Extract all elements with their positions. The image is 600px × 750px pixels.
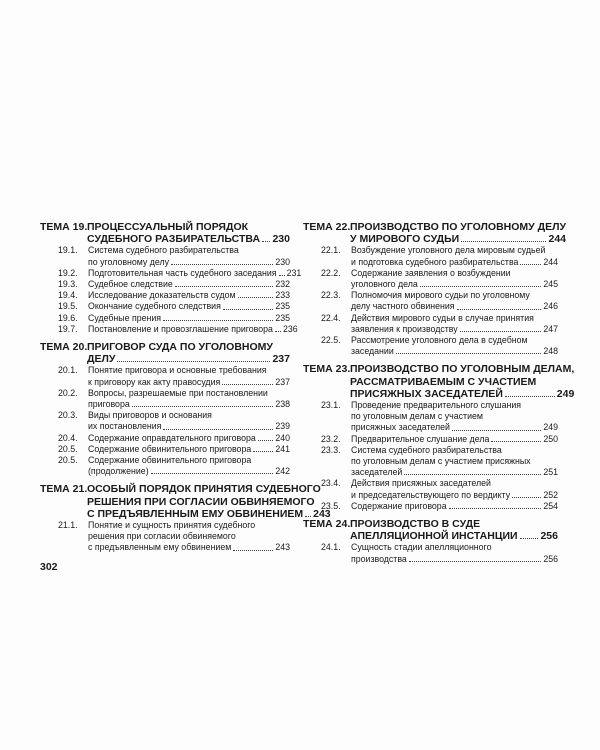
entry-number: 23.2. xyxy=(321,433,341,444)
dot-leader xyxy=(449,508,542,509)
toc-topic xyxy=(303,518,558,565)
dot-leader xyxy=(132,406,274,407)
entry-number: 24.1. xyxy=(321,542,341,553)
topic-title-line: РЕШЕНИЯ ПРИ СОГЛАСИИ ОБВИНЯЕМОГО xyxy=(87,495,315,508)
topic-heading xyxy=(303,518,558,542)
entry-title-line xyxy=(88,433,290,444)
entry-title-line xyxy=(88,444,290,455)
dot-leader xyxy=(171,264,273,265)
entry-number: 22.4. xyxy=(321,312,341,323)
entry-title-line: Полномочия мирового судьи по уголовному xyxy=(351,290,530,301)
entry-title xyxy=(351,268,558,290)
entry-title-text: к приговору как акту правосудия xyxy=(88,376,221,387)
dot-leader xyxy=(520,264,541,265)
entry-title-line xyxy=(351,501,558,512)
topic-page: 243 xyxy=(313,507,331,520)
entry-number: 21.1. xyxy=(58,520,78,531)
entry-title-line xyxy=(88,290,290,301)
entry-title xyxy=(351,245,558,267)
dot-leader xyxy=(238,297,274,298)
entry-title-line: Содержание обвинительного приговора xyxy=(88,455,252,466)
entry-page: 245 xyxy=(543,279,558,290)
entry-title xyxy=(88,365,290,387)
topic-title xyxy=(87,483,331,520)
entry-number: 22.3. xyxy=(321,290,341,301)
entry-title xyxy=(88,388,290,410)
topic-title-line: ПРОИЗВОДСТВО ПО УГОЛОВНЫМ ДЕЛАМ, xyxy=(350,363,575,376)
entry-title xyxy=(351,290,558,312)
topic-heading xyxy=(40,221,290,245)
dot-leader xyxy=(457,309,542,310)
entry-number: 20.5. xyxy=(58,443,78,454)
entry-page: 235 xyxy=(275,312,290,323)
entry-title-text: производства xyxy=(351,553,407,564)
entry-title-line xyxy=(88,466,290,477)
toc-entry xyxy=(40,267,302,279)
dot-leader xyxy=(151,473,274,474)
toc-topic xyxy=(303,363,575,512)
entry-title-line: Действия присяжных заседателей xyxy=(351,478,491,489)
toc-entry xyxy=(303,268,558,290)
entry-number: 20.2. xyxy=(58,387,78,398)
entry-number: 19.1. xyxy=(58,245,78,256)
topic-number: ТЕМА 22. xyxy=(303,221,351,233)
dot-leader xyxy=(420,286,542,287)
entry-number: 19.7. xyxy=(58,323,78,334)
topic-page: 244 xyxy=(548,233,567,246)
toc-entry xyxy=(40,323,298,335)
entry-page: 256 xyxy=(543,553,558,564)
entry-title xyxy=(351,445,558,479)
toc-entry xyxy=(40,388,290,410)
entry-title-line xyxy=(351,301,558,312)
entry-title xyxy=(88,410,290,432)
entry-title-text: Исследование доказательств судом xyxy=(88,290,236,301)
entry-title-line: Вопросы, разрешаемые при постановлении xyxy=(88,387,268,398)
entry-title-line xyxy=(351,324,558,335)
topic-title-line: ПРИГОВОР СУДА ПО УГОЛОВНОМУ xyxy=(87,341,273,354)
entry-title-line xyxy=(351,346,558,357)
toc-entry xyxy=(40,433,290,444)
toc-entry xyxy=(303,313,558,335)
entry-title xyxy=(88,245,290,267)
entry-title xyxy=(88,324,298,335)
entry-title-line: по уголовным делам с участием xyxy=(351,411,483,422)
dot-leader xyxy=(404,474,541,475)
dot-leader xyxy=(461,241,546,242)
entry-page: 231 xyxy=(286,267,302,278)
topic-title-line: РАССМАТРИВАЕМЫМ С УЧАСТИЕМ xyxy=(350,375,537,388)
topic-title-line xyxy=(350,233,566,245)
entry-number: 20.5. xyxy=(58,455,78,466)
toc-topic xyxy=(40,341,290,477)
dot-leader xyxy=(253,451,273,452)
dot-leader xyxy=(452,430,541,431)
topic-title-line xyxy=(350,530,558,542)
dot-leader xyxy=(505,396,555,397)
entry-page: 232 xyxy=(275,279,290,290)
entry-number: 19.2. xyxy=(58,267,78,278)
dot-leader xyxy=(223,309,273,310)
entry-title-line xyxy=(88,268,301,279)
entry-number: 19.4. xyxy=(58,290,78,301)
topic-title-line xyxy=(87,233,290,245)
entry-title xyxy=(351,434,558,445)
entry-page: 241 xyxy=(275,443,290,454)
dot-leader xyxy=(409,561,542,562)
toc-entry xyxy=(40,365,290,387)
entry-title xyxy=(351,501,558,512)
topic-heading xyxy=(303,221,567,246)
topic-heading xyxy=(303,363,575,400)
entry-title-text: по уголовному делу xyxy=(88,256,170,267)
entry-number: 23.3. xyxy=(321,444,341,455)
topic-title-text: АПЕЛЛЯЦИОННОЙ ИНСТАНЦИИ xyxy=(350,530,518,543)
page-number: 302 xyxy=(40,561,58,573)
dot-leader xyxy=(460,331,542,332)
entry-title-text: Судебные прения xyxy=(88,312,162,323)
dot-leader xyxy=(512,497,541,498)
entry-page: 233 xyxy=(275,290,290,301)
toc-topic xyxy=(40,221,302,335)
dot-leader xyxy=(262,241,270,242)
topic-number: ТЕМА 19. xyxy=(40,221,88,233)
topic-title-line: ПРОИЗВОДСТВО ПО УГОЛОВНОМУ ДЕЛУ xyxy=(350,221,567,233)
entry-title-line xyxy=(88,542,290,553)
entry-title-text: (продолжение) xyxy=(88,466,149,477)
entry-page: 254 xyxy=(543,500,558,511)
entry-title-line xyxy=(351,554,558,565)
dot-leader xyxy=(175,286,274,287)
entry-title-line xyxy=(351,434,558,445)
entry-page: 251 xyxy=(543,467,558,478)
entry-title-line: Понятие и сущность принятия судебного xyxy=(88,520,256,531)
toc-entry xyxy=(303,434,558,445)
toc-entry xyxy=(303,478,558,500)
entry-number: 22.1. xyxy=(321,245,341,256)
entry-title-line: Виды приговоров и основания xyxy=(88,410,212,421)
topic-page: 249 xyxy=(556,387,575,400)
dot-leader xyxy=(117,361,270,362)
entry-title xyxy=(88,444,290,455)
entry-page: 248 xyxy=(543,346,558,357)
entry-title-text: их постановления xyxy=(88,421,162,432)
entry-title-text: и председательствующего по вердикту xyxy=(351,489,511,500)
entry-title-line xyxy=(351,257,558,268)
toc-entry xyxy=(40,444,290,455)
entry-title-text: Содержание приговора xyxy=(351,500,447,511)
topic-number: ТЕМА 23. xyxy=(303,363,351,376)
entry-title xyxy=(351,542,558,564)
entry-page: 238 xyxy=(275,399,290,410)
toc-entry xyxy=(303,501,558,512)
entry-title xyxy=(88,279,290,290)
entry-title-line xyxy=(88,399,290,410)
entry-page: 247 xyxy=(543,323,558,334)
topic-title-line xyxy=(87,508,331,520)
toc-entry xyxy=(40,410,290,432)
topic-page: 256 xyxy=(540,530,558,543)
entry-number: 19.3. xyxy=(58,279,78,290)
entry-page: 252 xyxy=(543,489,558,500)
entry-title-line xyxy=(351,422,558,433)
entry-title xyxy=(351,335,558,357)
topic-title xyxy=(350,221,566,245)
entry-title xyxy=(88,313,290,324)
topic-number: ТЕМА 24. xyxy=(303,518,351,531)
topic-title-line: ПРОИЗВОДСТВО В СУДЕ xyxy=(350,518,481,531)
toc-entry xyxy=(40,455,290,477)
entry-number: 19.5. xyxy=(58,301,78,312)
toc-entry xyxy=(40,245,290,267)
entry-title-text: Содержание оправдательного приговора xyxy=(88,432,256,443)
entry-title-line: Содержание заявления о возбуждении xyxy=(351,267,511,278)
entry-title-text: заседании xyxy=(351,346,394,357)
entry-title xyxy=(351,478,558,500)
toc-entry xyxy=(303,542,558,564)
entry-title-text: Предварительное слушание дела xyxy=(351,433,490,444)
entry-title-line xyxy=(88,421,290,432)
entry-title-text: заседателей xyxy=(351,467,403,478)
entry-page: 235 xyxy=(275,301,290,312)
entry-title-text: Окончание судебного следствия xyxy=(88,301,221,312)
entry-title-line xyxy=(88,313,290,324)
entry-title xyxy=(88,290,290,301)
topic-title-line xyxy=(87,353,290,365)
topic-title-text: ПРИСЯЖНЫХ ЗАСЕДАТЕЛЕЙ xyxy=(350,387,503,400)
entry-number: 22.2. xyxy=(321,267,341,278)
toc-entry xyxy=(40,313,290,324)
entry-title-line xyxy=(351,490,558,501)
entry-title xyxy=(88,301,290,312)
toc-entry xyxy=(40,520,290,554)
entry-title-text: Подготовительная часть судебного заседания xyxy=(88,267,277,278)
entry-number: 23.5. xyxy=(321,500,341,511)
topic-page: 237 xyxy=(272,353,290,366)
entry-title-line xyxy=(351,279,558,290)
entry-number: 19.6. xyxy=(58,312,78,323)
entry-title-line xyxy=(88,377,290,388)
entry-title-text: заявления к производству xyxy=(351,323,458,334)
dot-leader xyxy=(279,275,285,276)
topic-title xyxy=(350,518,558,542)
toc-entry xyxy=(303,290,558,312)
entry-page: 244 xyxy=(543,256,558,267)
topic-page: 230 xyxy=(272,233,290,246)
entry-title xyxy=(88,520,290,554)
entry-title xyxy=(88,433,290,444)
topic-title xyxy=(87,341,290,365)
toc-entry xyxy=(303,400,558,434)
toc-entry xyxy=(303,245,558,267)
entry-title-text: Содержание обвинительного приговора xyxy=(88,443,252,454)
entry-title-text: присяжных заседателей xyxy=(351,422,450,433)
topic-title xyxy=(350,363,574,400)
topic-title xyxy=(87,221,290,245)
entry-title-line: Понятие приговора и основные требования xyxy=(88,365,267,376)
topic-heading xyxy=(40,341,290,365)
topic-title-line: ПРОЦЕССУАЛЬНЫЙ ПОРЯДОК xyxy=(87,221,249,233)
entry-number: 20.3. xyxy=(58,410,78,421)
entry-page: 246 xyxy=(543,301,558,312)
entry-title-text: и подготовка судебного разбирательства xyxy=(351,256,519,267)
entry-page: 243 xyxy=(275,542,290,553)
dot-leader xyxy=(258,440,274,441)
entry-title-line xyxy=(351,467,558,478)
entry-title-line xyxy=(88,301,290,312)
entry-title-text: с предъявленным ему обвинением xyxy=(88,542,232,553)
dot-leader xyxy=(163,429,273,430)
entry-number: 23.4. xyxy=(321,478,341,489)
entry-title xyxy=(88,268,301,279)
entry-page: 237 xyxy=(275,376,290,387)
entry-page: 242 xyxy=(275,466,290,477)
toc-right-column xyxy=(303,221,575,565)
topic-title-text: С ПРЕДЪЯВЛЕННЫМ ЕМУ ОБВИНЕНИЕМ xyxy=(87,507,304,520)
entry-title-line xyxy=(88,279,290,290)
entry-title-text: Судебное следствие xyxy=(88,279,173,290)
dot-leader xyxy=(233,550,273,551)
entry-title-line xyxy=(88,324,298,335)
toc-entry xyxy=(40,279,290,290)
topic-title-text: ДЕЛУ xyxy=(87,353,116,366)
toc-entry xyxy=(303,335,558,357)
topic-number: ТЕМА 21. xyxy=(40,483,88,496)
topic-number: ТЕМА 20. xyxy=(40,341,88,354)
entry-page: 236 xyxy=(282,323,298,334)
entry-number: 23.1. xyxy=(321,400,341,411)
entry-number: 22.5. xyxy=(321,335,341,346)
entry-title-text: уголовного дела xyxy=(351,279,418,290)
dot-leader xyxy=(222,384,273,385)
entry-title-line xyxy=(88,257,290,268)
toc-entry xyxy=(303,445,558,479)
entry-title xyxy=(351,400,558,434)
entry-title-line: Сущность стадии апелляционного xyxy=(351,542,492,553)
toc-topic xyxy=(303,221,567,357)
entry-title xyxy=(88,455,290,477)
entry-title-text: приговора xyxy=(88,399,130,410)
entry-title-line: Рассмотрение уголовного дела в судебном xyxy=(351,335,528,346)
topic-title-text: У МИРОВОГО СУДЬИ xyxy=(350,233,460,246)
entry-title-line: Система судебного разбирательства xyxy=(88,245,239,256)
entry-page: 240 xyxy=(275,432,290,443)
entry-title-text: Постановление и провозглашение приговора xyxy=(88,323,273,334)
entry-page: 250 xyxy=(543,433,558,444)
topic-title-text: СУДЕБНОГО РАЗБИРАТЕЛЬСТВА xyxy=(87,233,261,246)
entry-number: 20.1. xyxy=(58,365,78,376)
topic-title-line xyxy=(350,388,574,400)
dot-leader xyxy=(396,353,542,354)
entry-title-line: Возбуждение уголовного дела мировым судьей xyxy=(351,245,546,256)
entry-title-line: решения при согласии обвиняемого xyxy=(88,531,236,542)
dot-leader xyxy=(163,320,273,321)
toc-entry xyxy=(40,290,290,301)
entry-page: 230 xyxy=(275,256,290,267)
entry-title-line: Проведение предварительного слушания xyxy=(351,400,522,411)
dot-leader xyxy=(275,331,281,332)
entry-page: 239 xyxy=(275,421,290,432)
entry-title xyxy=(351,313,558,335)
dot-leader xyxy=(491,441,541,442)
topic-title-line: ОСОБЫЙ ПОРЯДОК ПРИНЯТИЯ СУДЕБНОГО xyxy=(87,483,321,496)
entry-title-line: Система судебного разбирательства xyxy=(351,444,502,455)
dot-leader xyxy=(520,538,539,539)
toc-entry xyxy=(40,301,290,312)
entry-page: 249 xyxy=(543,422,558,433)
entry-title-line: Действия мирового судьи в случае принятия xyxy=(351,312,534,323)
entry-title-text: делу частного обвинения xyxy=(351,301,455,312)
entry-title-line: по уголовным делам с участием присяжных xyxy=(351,456,531,467)
entry-number: 20.4. xyxy=(58,432,78,443)
